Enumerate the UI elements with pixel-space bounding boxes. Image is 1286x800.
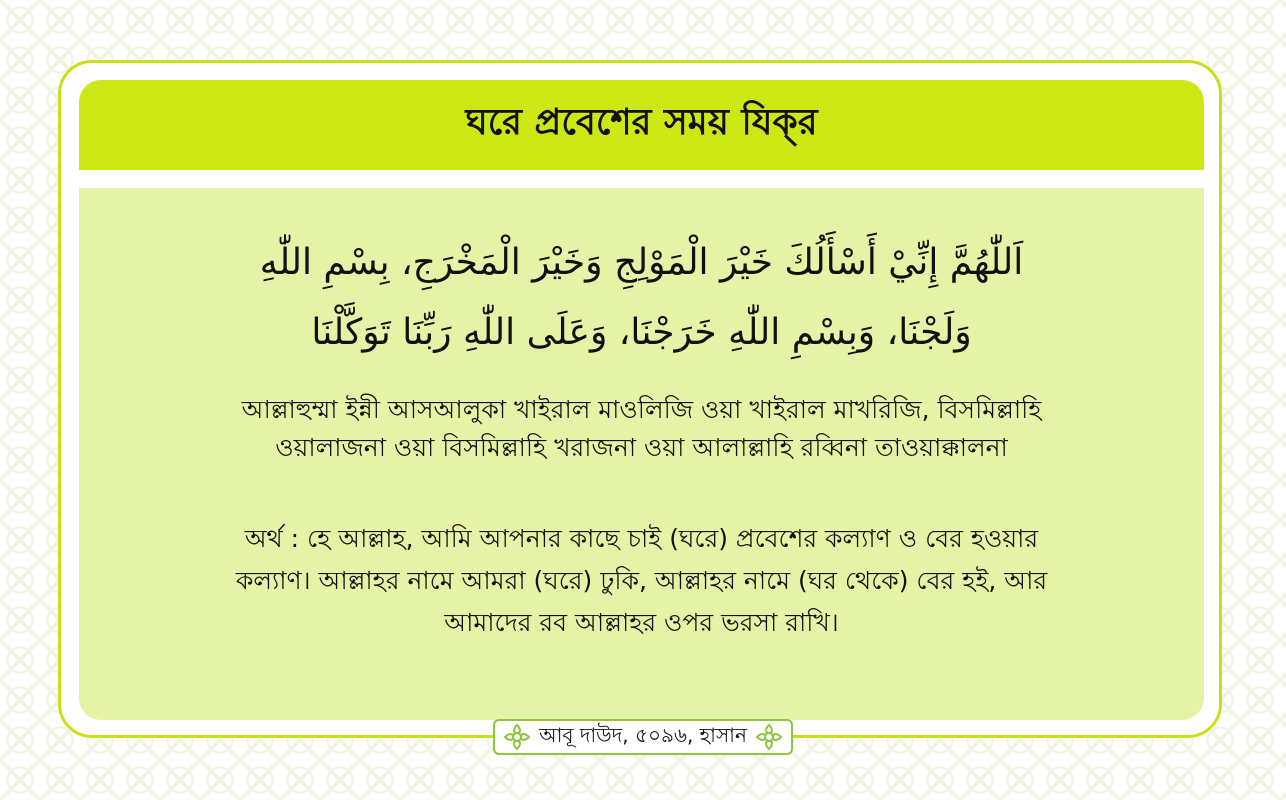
meaning-line-2: কল্যাণ। আল্লাহর নামে আমরা (ঘরে) ঢুকি, আল্লাহর নামে (ঘর থেকে) বের হই, আর [235, 566, 1048, 595]
meaning-line-1: অর্থ : হে আল্লাহ, আমি আপনার কাছে চাই (ঘরে) প্রবেশের কল্যাণ ও বের হওয়ার [244, 524, 1039, 553]
meaning [79, 518, 1204, 644]
content-panel [79, 188, 1204, 720]
source-badge [485, 713, 801, 761]
floral-ornament-icon [503, 723, 531, 751]
arabic-line-2: وَلَجْنَا، وَبِسْمِ اللّٰهِ خَرَجْنَا، وَعَلَى اللّٰهِ رَبِّنَا تَوَكَّلْنَا [311, 312, 972, 353]
page-title: ঘরে প্রবেশের সময় যিক্‌র [465, 102, 818, 143]
title-bar [79, 80, 1204, 170]
transliteration [79, 391, 1204, 467]
floral-ornament-icon [755, 723, 783, 751]
source-badge-inner [493, 719, 793, 755]
transliteration-line-2: ওয়ালাজনা ওয়া বিসমিল্লাহি খরাজনা ওয়া আলাল্লাহি রব্বিনা তাওয়াক্কালনা [275, 433, 1008, 462]
meaning-line-3: আমাদের রব আল্লাহর ওপর ভরসা রাখি। [444, 608, 839, 637]
arabic-text [79, 228, 1204, 368]
transliteration-line-1: আল্লাহুম্মা ইন্নী আসআলুকা খাইরাল মাওলিজি ওয়া খাইরাল মাখরিজি, বিসমিল্লাহি [241, 395, 1042, 424]
arabic-line-1: اَللّٰهُمَّ إِنِّيْ أَسْأَلُكَ خَيْرَ الْمَوْلِجِ وَخَيْرَ الْمَخْرَجِ، بِسْمِ اللّٰهِ [259, 242, 1024, 283]
source-text: আবূ দাউদ, ৫০৯৬, হাসান [539, 722, 747, 747]
